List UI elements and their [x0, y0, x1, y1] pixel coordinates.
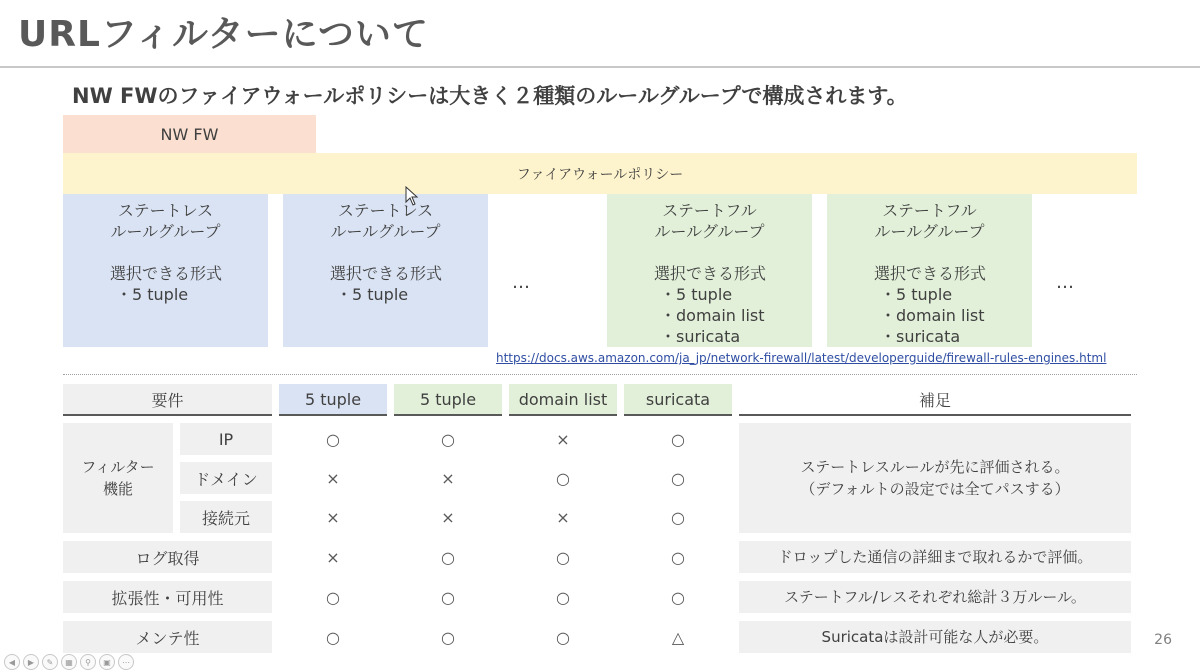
next-slide-icon[interactable]: ▶	[23, 654, 39, 670]
row-label-scalability: 拡張性・可用性	[63, 581, 272, 613]
mark-cell: ○	[671, 468, 685, 488]
mark-cell: ○	[556, 627, 570, 647]
filter-note-line: ステートレスルールが先に評価される。	[800, 458, 1070, 476]
mark-cell: ×	[556, 507, 570, 527]
rule-group-name: ルールグループ	[874, 222, 985, 241]
mark-cell: ×	[556, 429, 570, 449]
filter-note-line: （デフォルトの設定では全てパスする）	[800, 480, 1070, 498]
rule-group-name: ステートレス	[117, 201, 214, 220]
mark-cell: △	[671, 627, 685, 647]
mark-cell: ×	[326, 507, 340, 527]
rule-group-name: ルールグループ	[110, 222, 221, 241]
maintenance-note: Suricataは設計可能な人が必要。	[739, 621, 1131, 653]
slides-grid-icon[interactable]: ▦	[61, 654, 77, 670]
format-item: ・domain list	[660, 306, 765, 325]
format-item: ・5 tuple	[336, 285, 409, 304]
mark-cell: ×	[441, 507, 455, 527]
row-label-domain: ドメイン	[180, 462, 272, 494]
stateless-rule-group-1	[63, 194, 268, 347]
mark-cell: ○	[441, 627, 455, 647]
header-requirement: 要件	[63, 384, 272, 416]
nw-fw-box	[63, 115, 316, 153]
header-domain-list: domain list	[509, 384, 617, 416]
header-stateful-5-tuple: 5 tuple	[394, 384, 502, 416]
row-label-source: 接続元	[180, 501, 272, 533]
more-options-icon[interactable]: ⋯	[118, 654, 134, 670]
previous-slide-icon[interactable]: ◀	[4, 654, 20, 670]
format-title: 選択できる形式	[110, 264, 223, 283]
rule-group-name: ステートレス	[337, 201, 434, 220]
zoom-icon[interactable]: ⚲	[80, 654, 96, 670]
screen-icon[interactable]: ▣	[99, 654, 115, 670]
mark-cell: ○	[556, 587, 570, 607]
filter-function-label: フィルター機能	[63, 423, 173, 533]
header-suricata: suricata	[624, 384, 732, 416]
format-item: ・5 tuple	[880, 285, 953, 304]
format-title: 選択できる形式	[330, 264, 443, 283]
filter-note	[739, 423, 1131, 533]
mark-cell: ○	[671, 587, 685, 607]
header-note: 補足	[739, 384, 1131, 416]
format-item: ・5 tuple	[116, 285, 189, 304]
header-stateless-5-tuple: 5 tuple	[279, 384, 387, 416]
mark-cell: ○	[326, 429, 340, 449]
pen-icon[interactable]: ✎	[42, 654, 58, 670]
format-item: ・5 tuple	[660, 285, 733, 304]
rule-group-name: ルールグループ	[330, 222, 441, 241]
log-note: ドロップした通信の詳細まで取れるかで評価。	[739, 541, 1131, 573]
format-item: ・suricata	[880, 327, 961, 346]
rule-group-name: ルールグループ	[654, 222, 765, 241]
scalability-note: ステートフル/レスそれぞれ総計３万ルール。	[739, 581, 1131, 613]
mark-cell: ○	[671, 547, 685, 567]
title-divider	[0, 66, 1200, 68]
section-divider	[63, 374, 1137, 375]
mark-cell: ○	[326, 627, 340, 647]
more-stateless-ellipsis: …	[512, 272, 532, 293]
format-item: ・suricata	[660, 327, 741, 346]
stateful-rule-group-2	[827, 194, 1032, 347]
presentation-controls	[4, 654, 134, 670]
slide-subtitle: NW FWのファイアウォールポリシーは大きく２種類のルールグループで構成されます。	[72, 84, 908, 108]
stateful-rule-group-1	[607, 194, 812, 347]
mark-cell: ○	[326, 587, 340, 607]
mark-cell: ×	[326, 547, 340, 567]
mark-cell: ×	[326, 468, 340, 488]
mark-cell: ○	[441, 429, 455, 449]
mark-cell: ○	[556, 468, 570, 488]
mark-cell: ○	[441, 547, 455, 567]
format-title: 選択できる形式	[654, 264, 767, 283]
row-label-maintenance: メンテ性	[63, 621, 272, 653]
row-label-log: ログ取得	[63, 541, 272, 573]
mark-cell: ○	[671, 429, 685, 449]
format-item: ・domain list	[880, 306, 985, 325]
firewall-policy-box	[63, 153, 1137, 194]
mark-cell: ×	[441, 468, 455, 488]
mouse-cursor-icon	[405, 186, 419, 206]
more-stateful-ellipsis: …	[1056, 272, 1076, 293]
mark-cell: ○	[441, 587, 455, 607]
mark-cell: ○	[671, 507, 685, 527]
slide-title: URLフィルターについて	[18, 14, 429, 55]
stateless-rule-group-2	[283, 194, 488, 347]
rule-group-name: ステートフル	[882, 201, 977, 220]
row-label-ip: IP	[180, 423, 272, 455]
firewall-policy-label: ファイアウォールポリシー	[516, 166, 684, 183]
format-title: 選択できる形式	[874, 264, 987, 283]
aws-docs-link[interactable]: https://docs.aws.amazon.com/ja_jp/network-firewall/latest/developerguide/firewall-rules-engines.html	[496, 351, 1107, 365]
mark-cell: ○	[556, 547, 570, 567]
page-number: 26	[1154, 632, 1172, 648]
rule-group-name: ステートフル	[662, 201, 757, 220]
nw-fw-label: NW FW	[160, 124, 219, 144]
